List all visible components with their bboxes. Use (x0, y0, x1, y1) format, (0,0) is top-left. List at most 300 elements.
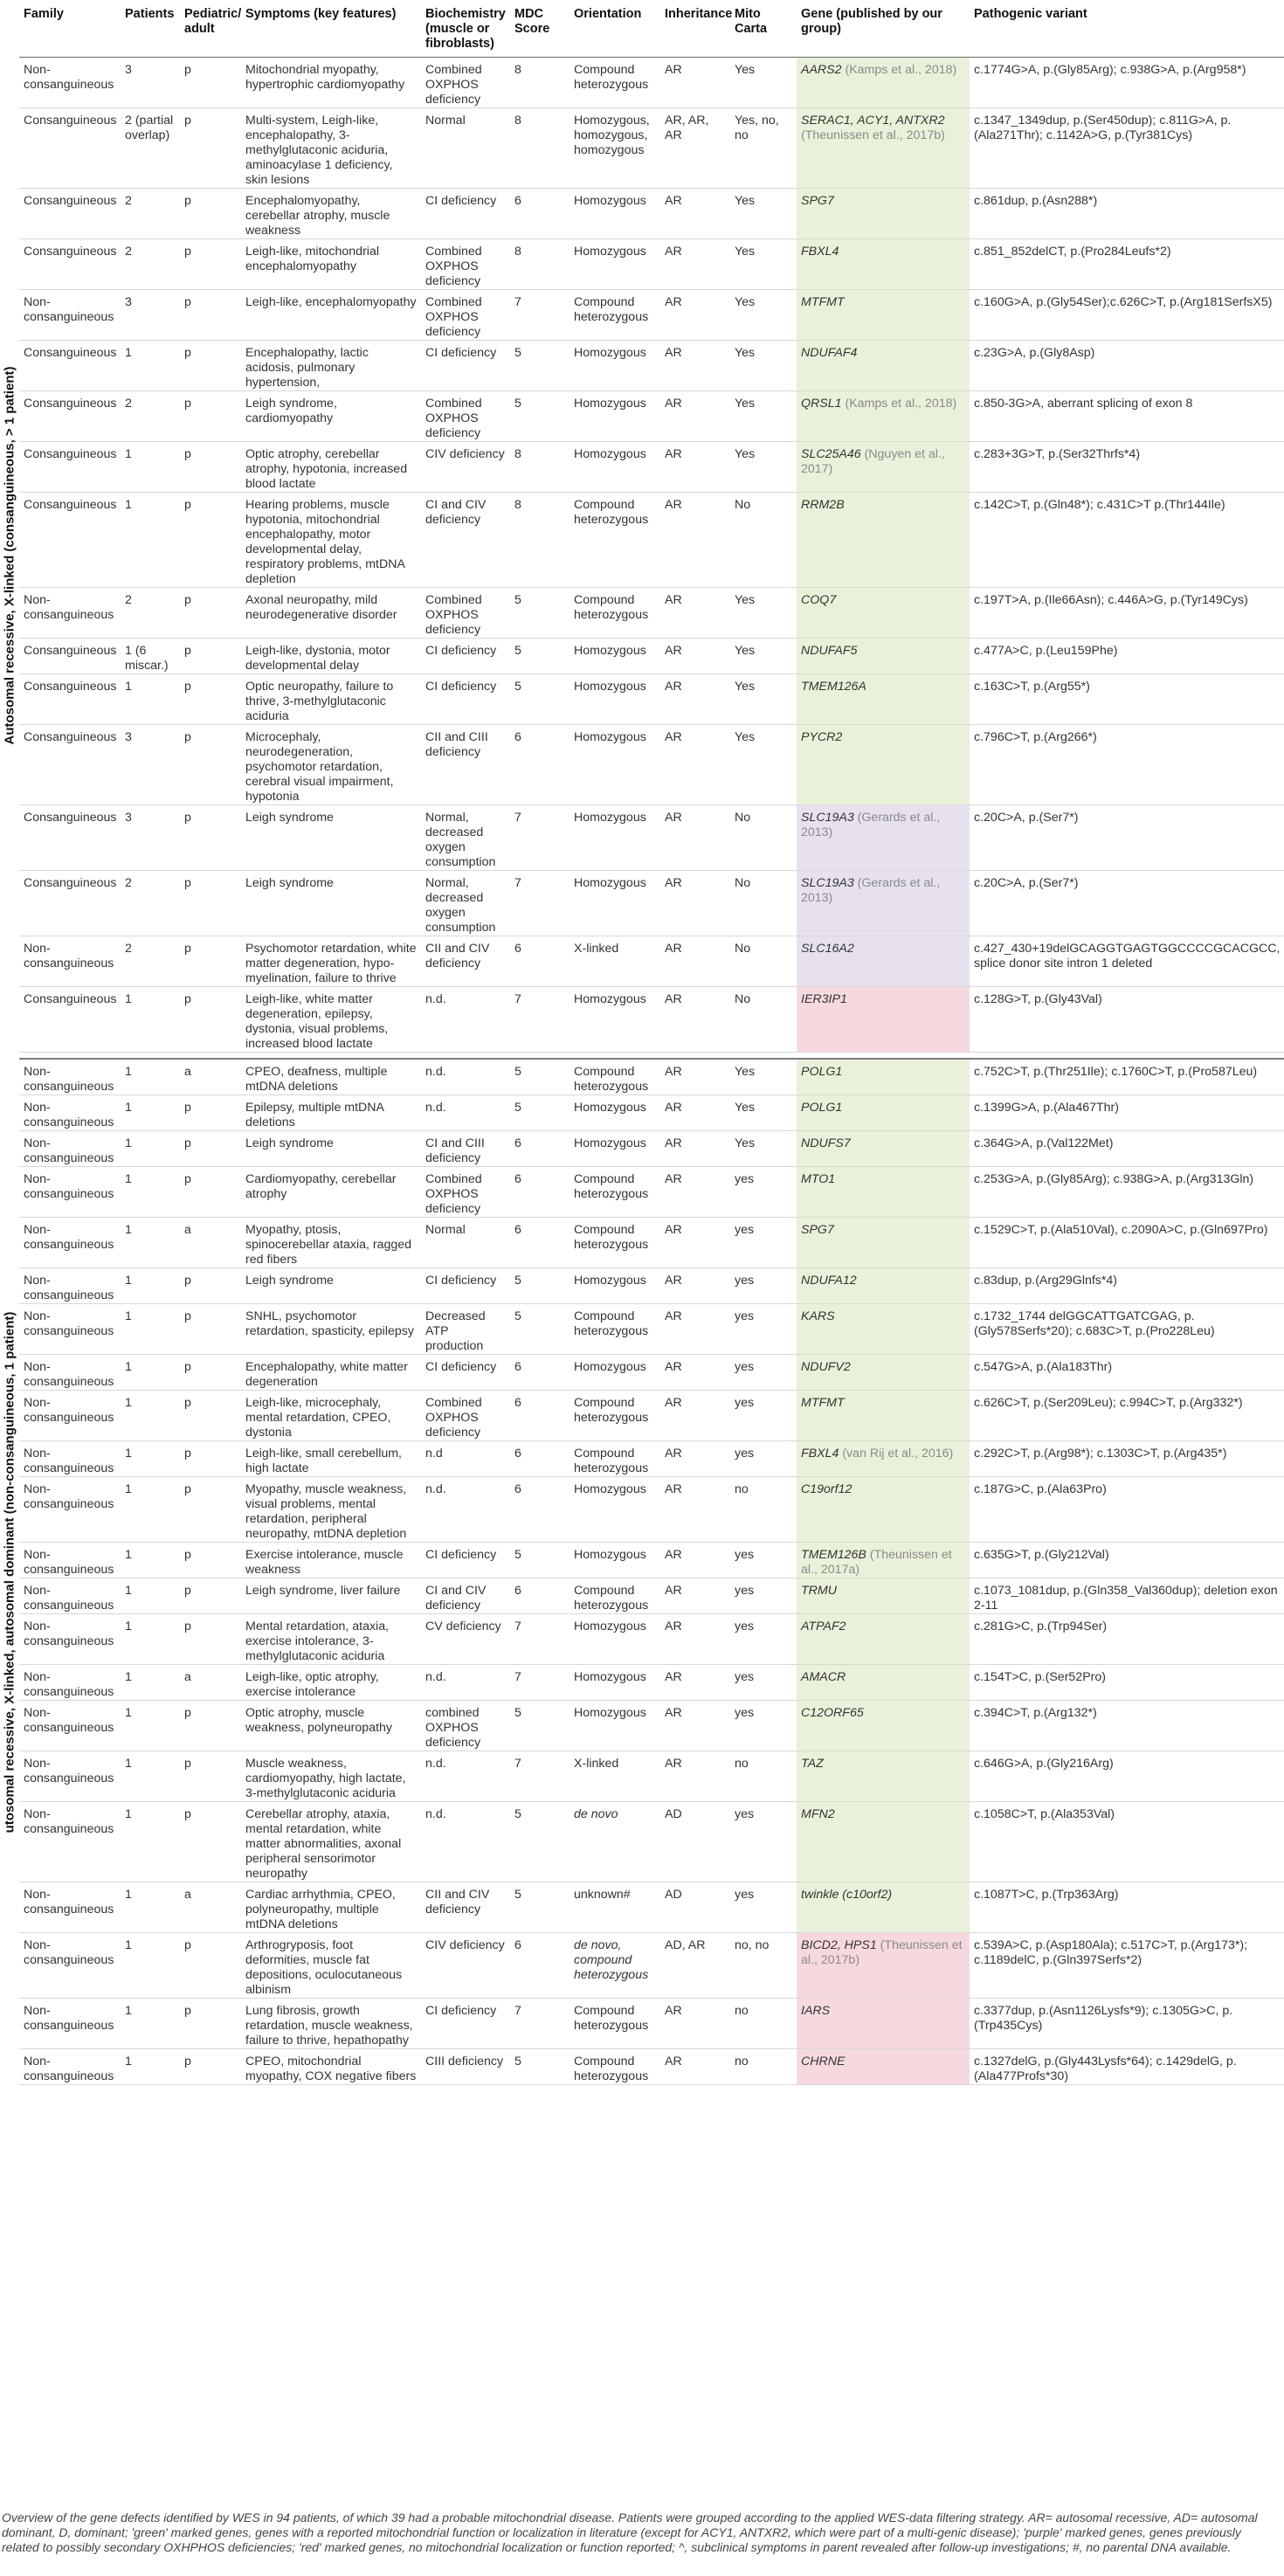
gene-cell (797, 1268, 970, 1304)
table-row (19, 1802, 1284, 1882)
gene-name: NDUFA12 (801, 1274, 857, 1288)
orientation-cell: Compound heterozygous (570, 1441, 660, 1477)
family-cell: Consanguineous (19, 987, 121, 1053)
table-row (19, 290, 1284, 341)
gene-cell (797, 871, 970, 936)
mito-carta-cell: yes (730, 1355, 797, 1391)
gene-cell (797, 1802, 970, 1882)
orientation-cell: Compound heterozygous (570, 290, 660, 341)
mito-carta-cell: Yes (730, 639, 797, 674)
family-cell: Consanguineous (19, 871, 121, 936)
gene-name: TMEM126A (801, 680, 866, 694)
table-row (19, 1355, 1284, 1391)
biochemistry-cell: n.d. (421, 987, 510, 1053)
pediatric-adult-cell: p (180, 1614, 241, 1665)
symptoms-cell: Leigh-like, microcephaly, mental retardation, CPEO, dystonia (241, 1391, 421, 1441)
family-cell: Consanguineous (19, 239, 121, 290)
biochemistry-cell: CV deficiency (421, 1614, 510, 1665)
pathogenic-variant-cell: c.861dup, p.(Asn288*) (970, 189, 1284, 239)
gene-name: AMACR (801, 1670, 846, 1684)
pathogenic-variant-cell: c.626C>T, p.(Ser209Leu); c.994C>T, p.(Arg332*) (970, 1391, 1284, 1441)
inheritance-cell: AR (660, 189, 730, 239)
pathogenic-variant-cell: c.427_430+19delGCAGGTGAGTGGCCCCGCACGCC, splice donor site intron 1 deleted (970, 936, 1284, 987)
gene-cell (797, 1543, 970, 1578)
family-cell: Non-consanguineous (19, 1882, 121, 1933)
table-row (19, 674, 1284, 725)
orientation-cell: Compound heterozygous (570, 588, 660, 639)
section-divider (19, 1053, 1284, 1060)
biochemistry-cell: CI deficiency (421, 1543, 510, 1578)
pathogenic-variant-cell: c.1347_1349dup, p.(Ser450dup); c.811G>A, p.(Ala271Thr); c.1142A>G, p.(Tyr381Cys) (970, 108, 1284, 189)
gene-name: SLC19A3 (801, 876, 854, 890)
patients-cell: 3 (121, 290, 180, 341)
mdc-score-cell: 7 (510, 1665, 570, 1701)
inheritance-cell: AR (660, 1543, 730, 1578)
orientation-cell: Compound heterozygous (570, 1218, 660, 1268)
mito-carta-cell: yes (730, 1391, 797, 1441)
pathogenic-variant-cell: c.1327delG, p.(Gly443Lysfs*64); c.1429delG, p.(Ala477Profs*30) (970, 2049, 1284, 2085)
mdc-score-cell: 7 (510, 871, 570, 936)
mdc-score-cell: 5 (510, 1268, 570, 1304)
gene-cell (797, 1477, 970, 1543)
family-cell: Non-consanguineous (19, 290, 121, 341)
pediatric-adult-cell: p (180, 1304, 241, 1355)
table-row (19, 987, 1284, 1053)
family-cell: Non-consanguineous (19, 1268, 121, 1304)
biochemistry-cell: combined OXPHOS deficiency (421, 1701, 510, 1751)
gene-name: MTFMT (801, 1396, 845, 1410)
patients-cell: 3 (121, 58, 180, 108)
biochemistry-cell: CIV deficiency (421, 442, 510, 493)
gene-citation: (Kamps et al., 2018) (841, 397, 957, 411)
gene-cell (797, 674, 970, 725)
gene-name: C19orf12 (801, 1482, 853, 1496)
symptoms-cell: Exercise intolerance, muscle weakness (241, 1543, 421, 1578)
patients-cell: 1 (121, 1304, 180, 1355)
mito-carta-cell: Yes (730, 674, 797, 725)
patients-cell: 1 (121, 1578, 180, 1614)
column-header: Biochemistry (muscle or fibroblasts) (421, 0, 510, 58)
table-row (19, 588, 1284, 639)
inheritance-cell: AR (660, 725, 730, 805)
gene-cell (797, 290, 970, 341)
gene-cell (797, 1701, 970, 1751)
symptoms-cell: Leigh syndrome, cardiomyopathy (241, 391, 421, 442)
pathogenic-variant-cell: c.1399G>A, p.(Ala467Thr) (970, 1095, 1284, 1131)
inheritance-cell: AR (660, 1999, 730, 2049)
table-row (19, 871, 1284, 936)
pediatric-adult-cell: a (180, 1665, 241, 1701)
column-header: Family (19, 0, 121, 58)
biochemistry-cell: Normal, decreased oxygen consumption (421, 805, 510, 871)
biochemistry-cell: Combined OXPHOS deficiency (421, 1167, 510, 1218)
gene-name: ATPAF2 (801, 1619, 846, 1633)
column-header: MDC Score (510, 0, 570, 58)
patients-cell: 1 (121, 2049, 180, 2085)
biochemistry-cell: n.d. (421, 1751, 510, 1802)
inheritance-cell: AR (660, 1268, 730, 1304)
family-cell: Non-consanguineous (19, 936, 121, 987)
family-cell: Consanguineous (19, 639, 121, 674)
gene-cell (797, 442, 970, 493)
biochemistry-cell: Normal (421, 1218, 510, 1268)
gene-name: CHRNE (801, 2055, 846, 2068)
pathogenic-variant-cell: c.796C>T, p.(Arg266*) (970, 725, 1284, 805)
orientation-cell: Homozygous (570, 1543, 660, 1578)
inheritance-cell: AR (660, 1477, 730, 1543)
pediatric-adult-cell: p (180, 1268, 241, 1304)
gene-cell (797, 1614, 970, 1665)
patients-cell: 3 (121, 805, 180, 871)
family-cell: Consanguineous (19, 725, 121, 805)
gene-name: FBXL4 (801, 245, 839, 259)
inheritance-cell: AR (660, 588, 730, 639)
gene-cell (797, 805, 970, 871)
orientation-cell: Compound heterozygous (570, 1999, 660, 2049)
orientation-cell: Homozygous (570, 1665, 660, 1701)
mito-carta-cell: yes (730, 1882, 797, 1933)
section-2-label: utosomal recessive, X-linked, autosomal dominant (non-consanguineous, 1 patient) (2, 1311, 17, 1833)
pathogenic-variant-cell: c.283+3G>T, p.(Ser32Thrfs*4) (970, 442, 1284, 493)
orientation-cell: de novo, compound heterozygous (570, 1933, 660, 1999)
gene-cell (797, 1751, 970, 1802)
gene-cell (797, 1999, 970, 2049)
inheritance-cell: AR (660, 442, 730, 493)
symptoms-cell: Leigh syndrome, liver failure (241, 1578, 421, 1614)
pathogenic-variant-cell: c.1073_1081dup, p.(Gln358_Val360dup); deletion exon 2-11 (970, 1578, 1284, 1614)
table-row (19, 805, 1284, 871)
symptoms-cell: Optic atrophy, cerebellar atrophy, hypotonia, increased blood lactate (241, 442, 421, 493)
family-cell: Non-consanguineous (19, 1131, 121, 1167)
mdc-score-cell: 5 (510, 588, 570, 639)
symptoms-cell: Optic atrophy, muscle weakness, polyneuropathy (241, 1701, 421, 1751)
family-cell: Non-consanguineous (19, 1665, 121, 1701)
biochemistry-cell: CI deficiency (421, 639, 510, 674)
orientation-cell: Compound heterozygous (570, 1304, 660, 1355)
biochemistry-cell: CII and CIV deficiency (421, 1882, 510, 1933)
pediatric-adult-cell: p (180, 2049, 241, 2085)
gene-citation: (Theunissen et al., 2017a) (801, 1548, 952, 1577)
symptoms-cell: Leigh-like, dystonia, motor developmental delay (241, 639, 421, 674)
orientation-cell: de novo (570, 1802, 660, 1882)
orientation-cell: Homozygous (570, 391, 660, 442)
table-footnote: Overview of the gene defects identified by WES in 94 patients, of which 39 had a probable mitochondrial disease. Patients were grouped according to the applied WES-data filtering strategy. AR= autosomal recessive, AD= autosomal dominant, D, dominant; 'green' marked genes, genes with a reported mitochondrial function or localization in literature (except for ACY1, ANTXR2, which were part of a multi-genic disease); 'purple' marked genes, genes previously related to possibly secondary OXHPHOS deficiencies; 'red' marked genes, no mitochondrial localization or function reported; ^, subclinical symptoms in parent revealed after follow-up investigations; #, no parental DNA available. (2, 2510, 1258, 2554)
family-cell: Non-consanguineous (19, 1578, 121, 1614)
symptoms-cell: Cardiomyopathy, cerebellar atrophy (241, 1167, 421, 1218)
family-cell: Non-consanguineous (19, 1933, 121, 1999)
symptoms-cell: Cardiac arrhythmia, CPEO, polyneuropathy, multiple mtDNA deletions (241, 1882, 421, 1933)
column-header: Pediatric/ adult (180, 0, 241, 58)
inheritance-cell: AR (660, 239, 730, 290)
inheritance-cell: AR (660, 290, 730, 341)
inheritance-cell: AR (660, 871, 730, 936)
inheritance-cell: AR (660, 1304, 730, 1355)
column-header: Patients (121, 0, 180, 58)
orientation-cell: unknown# (570, 1882, 660, 1933)
mito-carta-cell: Yes, no, no (730, 108, 797, 189)
family-cell: Consanguineous (19, 108, 121, 189)
symptoms-cell: Optic neuropathy, failure to thrive, 3-methylglutaconic aciduria (241, 674, 421, 725)
orientation-cell: Homozygous (570, 639, 660, 674)
family-cell: Non-consanguineous (19, 1218, 121, 1268)
patients-cell: 1 (121, 1095, 180, 1131)
inheritance-cell: AR (660, 1391, 730, 1441)
pathogenic-variant-cell: c.142C>T, p.(Gln48*); c.431C>T p.(Thr144Ile) (970, 493, 1284, 588)
mito-carta-cell: Yes (730, 442, 797, 493)
pediatric-adult-cell: p (180, 1131, 241, 1167)
patients-cell: 1 (121, 1933, 180, 1999)
gene-name: NDUFS7 (801, 1136, 851, 1150)
column-header: Pathogenic variant (970, 0, 1284, 58)
inheritance-cell: AR (660, 58, 730, 108)
patients-cell: 2 (121, 936, 180, 987)
gene-cell (797, 1304, 970, 1355)
gene-name: POLG1 (801, 1101, 843, 1115)
pathogenic-variant-cell: c.128G>T, p.(Gly43Val) (970, 987, 1284, 1053)
symptoms-cell: CPEO, deafness, multiple mtDNA deletions (241, 1059, 421, 1095)
mdc-score-cell: 6 (510, 1218, 570, 1268)
patients-cell: 1 (121, 1665, 180, 1701)
table-row (19, 1999, 1284, 2049)
symptoms-cell: CPEO, mitochondrial myopathy, COX negative fibers (241, 2049, 421, 2085)
family-cell: Non-consanguineous (19, 1614, 121, 1665)
patients-cell: 1 (121, 674, 180, 725)
mito-carta-cell: Yes (730, 725, 797, 805)
mdc-score-cell: 7 (510, 1751, 570, 1802)
family-cell: Non-consanguineous (19, 1701, 121, 1751)
symptoms-cell: Myopathy, muscle weakness, visual problems, mental retardation, peripheral neuropathy, mtDNA depletion (241, 1477, 421, 1543)
gene-citation: (van Rij et al., 2016) (839, 1447, 954, 1461)
pediatric-adult-cell: p (180, 290, 241, 341)
orientation-cell: Homozygous (570, 1131, 660, 1167)
biochemistry-cell: Combined OXPHOS deficiency (421, 588, 510, 639)
inheritance-cell: AD (660, 1802, 730, 1882)
patients-cell: 3 (121, 725, 180, 805)
biochemistry-cell: CI deficiency (421, 1355, 510, 1391)
pathogenic-variant-cell: c.281G>C, p.(Trp94Ser) (970, 1614, 1284, 1665)
pathogenic-variant-cell: c.154T>C, p.(Ser52Pro) (970, 1665, 1284, 1701)
family-cell: Consanguineous (19, 391, 121, 442)
patients-cell: 1 (6 miscar.) (121, 639, 180, 674)
patients-cell: 2 (121, 871, 180, 936)
family-cell: Non-consanguineous (19, 1802, 121, 1882)
table-row (19, 1543, 1284, 1578)
orientation-cell: Homozygous (570, 189, 660, 239)
gene-name: SERAC1, ACY1, ANTXR2 (801, 114, 945, 128)
symptoms-cell: Leigh syndrome (241, 1131, 421, 1167)
patients-cell: 1 (121, 1059, 180, 1095)
table-row (19, 1059, 1284, 1095)
patients-cell: 2 (partial overlap) (121, 108, 180, 189)
pathogenic-variant-cell: c.1732_1744 delGGCATTGATCGAG, p.(Gly578Serfs*20); c.683C>T, p.(Pro228Leu) (970, 1304, 1284, 1355)
inheritance-cell: AR (660, 341, 730, 391)
gene-cell (797, 725, 970, 805)
mito-carta-cell: Yes (730, 1131, 797, 1167)
mdc-score-cell: 6 (510, 725, 570, 805)
family-cell: Consanguineous (19, 442, 121, 493)
gene-cell (797, 108, 970, 189)
column-header: Gene (published by our group) (797, 0, 970, 58)
pediatric-adult-cell: p (180, 987, 241, 1053)
biochemistry-cell: CI deficiency (421, 189, 510, 239)
orientation-cell: Homozygous (570, 725, 660, 805)
mdc-score-cell: 7 (510, 290, 570, 341)
gene-defects-table (19, 0, 1284, 2085)
gene-name: POLG1 (801, 1065, 843, 1079)
mito-carta-cell: no (730, 1999, 797, 2049)
mdc-score-cell: 5 (510, 1882, 570, 1933)
mdc-score-cell: 8 (510, 108, 570, 189)
biochemistry-cell: CI deficiency (421, 1268, 510, 1304)
pathogenic-variant-cell: c.1058C>T, p.(Ala353Val) (970, 1802, 1284, 1882)
pathogenic-variant-cell: c.163C>T, p.(Arg55*) (970, 674, 1284, 725)
pediatric-adult-cell: p (180, 805, 241, 871)
pathogenic-variant-cell: c.752C>T, p.(Thr251Ile); c.1760C>T, p.(Pro587Leu) (970, 1059, 1284, 1095)
biochemistry-cell: CI deficiency (421, 341, 510, 391)
symptoms-cell: Muscle weakness, cardiomyopathy, high lactate, 3-methylglutaconic aciduria (241, 1751, 421, 1802)
mdc-score-cell: 8 (510, 58, 570, 108)
pathogenic-variant-cell: c.394C>T, p.(Arg132*) (970, 1701, 1284, 1751)
patients-cell: 1 (121, 341, 180, 391)
column-header: Symptoms (key features) (241, 0, 421, 58)
symptoms-cell: Cerebellar atrophy, ataxia, mental retardation, white matter abnormalities, axonal peripheral sensorimotor neuropathy (241, 1802, 421, 1882)
gene-citation: (Kamps et al., 2018) (841, 63, 957, 77)
gene-cell (797, 341, 970, 391)
inheritance-cell: AR (660, 1578, 730, 1614)
mito-carta-cell: Yes (730, 1059, 797, 1095)
gene-name: TMEM126B (801, 1548, 866, 1562)
pediatric-adult-cell: p (180, 239, 241, 290)
biochemistry-cell: CI deficiency (421, 1999, 510, 2049)
gene-citation: (Gerards et al., 2013) (801, 811, 941, 839)
pediatric-adult-cell: p (180, 391, 241, 442)
gene-name: RRM2B (801, 498, 845, 512)
table-row (19, 1131, 1284, 1167)
mito-carta-cell: no, no (730, 1933, 797, 1999)
gene-cell (797, 493, 970, 588)
biochemistry-cell: Combined OXPHOS deficiency (421, 239, 510, 290)
mdc-score-cell: 5 (510, 1059, 570, 1095)
family-cell: Non-consanguineous (19, 1095, 121, 1131)
symptoms-cell: Leigh syndrome (241, 1268, 421, 1304)
biochemistry-cell: Decreased ATP production (421, 1304, 510, 1355)
inheritance-cell: AR (660, 1441, 730, 1477)
patients-cell: 1 (121, 442, 180, 493)
gene-cell (797, 2049, 970, 2085)
gene-name: twinkle (c10orf2) (801, 1888, 893, 1902)
biochemistry-cell: Combined OXPHOS deficiency (421, 290, 510, 341)
gene-name: PYCR2 (801, 730, 843, 744)
gene-cell (797, 1933, 970, 1999)
table-header-row (19, 0, 1284, 58)
patients-cell: 1 (121, 1701, 180, 1751)
column-header: Mito Carta (730, 0, 797, 58)
family-cell: Non-consanguineous (19, 1059, 121, 1095)
mdc-score-cell: 6 (510, 1355, 570, 1391)
section-1-label: Autosomal recessive, X-linked (consanguineous, > 1 patient) (2, 365, 17, 745)
orientation-cell: Homozygous (570, 1701, 660, 1751)
biochemistry-cell: Combined OXPHOS deficiency (421, 391, 510, 442)
pediatric-adult-cell: p (180, 58, 241, 108)
mito-carta-cell: Yes (730, 1095, 797, 1131)
gene-name: MFN2 (801, 1807, 835, 1821)
pathogenic-variant-cell: c.292C>T, p.(Arg98*); c.1303C>T, p.(Arg435*) (970, 1441, 1284, 1477)
inheritance-cell: AR (660, 674, 730, 725)
pediatric-adult-cell: p (180, 442, 241, 493)
patients-cell: 1 (121, 1802, 180, 1882)
patients-cell: 1 (121, 1999, 180, 2049)
table-row (19, 1304, 1284, 1355)
gene-cell (797, 936, 970, 987)
inheritance-cell: AR (660, 1095, 730, 1131)
pathogenic-variant-cell: c.547G>A, p.(Ala183Thr) (970, 1355, 1284, 1391)
biochemistry-cell: n.d. (421, 1059, 510, 1095)
symptoms-cell: Myopathy, ptosis, spinocerebellar ataxia, ragged red fibers (241, 1218, 421, 1268)
inheritance-cell: AR (660, 1614, 730, 1665)
table-row (19, 1578, 1284, 1614)
gene-cell (797, 189, 970, 239)
mito-carta-cell: yes (730, 1167, 797, 1218)
pediatric-adult-cell: p (180, 1095, 241, 1131)
biochemistry-cell: CI and CIV deficiency (421, 1578, 510, 1614)
family-cell: Non-consanguineous (19, 2049, 121, 2085)
orientation-cell: Compound heterozygous (570, 58, 660, 108)
pathogenic-variant-cell: c.197T>A, p.(Ile66Asn); c.446A>G, p.(Tyr149Cys) (970, 588, 1284, 639)
mdc-score-cell: 6 (510, 1391, 570, 1441)
mdc-score-cell: 5 (510, 1802, 570, 1882)
pediatric-adult-cell: p (180, 1933, 241, 1999)
symptoms-cell: Mitochondrial myopathy, hypertrophic cardiomyopathy (241, 58, 421, 108)
family-cell: Non-consanguineous (19, 58, 121, 108)
mdc-score-cell: 5 (510, 1095, 570, 1131)
orientation-cell: Homozygous (570, 341, 660, 391)
symptoms-cell: Leigh-like, white matter degeneration, epilepsy, dystonia, visual problems, increased blood lactate (241, 987, 421, 1053)
gene-name: KARS (801, 1309, 835, 1323)
mito-carta-cell: Yes (730, 239, 797, 290)
symptoms-cell: Encephalopathy, lactic acidosis, pulmonary hypertension, (241, 341, 421, 391)
pathogenic-variant-cell: c.850-3G>A, aberrant splicing of exon 8 (970, 391, 1284, 442)
inheritance-cell: AR, AR, AR (660, 108, 730, 189)
orientation-cell: Compound heterozygous (570, 2049, 660, 2085)
biochemistry-cell: CII and CIII deficiency (421, 725, 510, 805)
gene-cell (797, 1218, 970, 1268)
mito-carta-cell: Yes (730, 341, 797, 391)
pediatric-adult-cell: p (180, 493, 241, 588)
inheritance-cell: AD (660, 1882, 730, 1933)
biochemistry-cell: Normal (421, 108, 510, 189)
mdc-score-cell: 8 (510, 442, 570, 493)
pathogenic-variant-cell: c.646G>A, p.(Gly216Arg) (970, 1751, 1284, 1802)
pediatric-adult-cell: p (180, 1167, 241, 1218)
inheritance-cell: AR (660, 936, 730, 987)
orientation-cell: Homozygous (570, 1477, 660, 1543)
inheritance-cell: AR (660, 1167, 730, 1218)
pathogenic-variant-cell: c.20C>A, p.(Ser7*) (970, 871, 1284, 936)
patients-cell: 1 (121, 1751, 180, 1802)
mito-carta-cell: Yes (730, 290, 797, 341)
gene-cell (797, 639, 970, 674)
orientation-cell: X-linked (570, 1751, 660, 1802)
inheritance-cell: AR (660, 1665, 730, 1701)
pathogenic-variant-cell: c.1087T>C, p.(Trp363Arg) (970, 1882, 1284, 1933)
mdc-score-cell: 6 (510, 1933, 570, 1999)
orientation-cell: Compound heterozygous (570, 1167, 660, 1218)
pediatric-adult-cell: a (180, 1218, 241, 1268)
symptoms-cell: Encephalopathy, white matter degeneration (241, 1355, 421, 1391)
table-row (19, 108, 1284, 189)
mdc-score-cell: 5 (510, 674, 570, 725)
pediatric-adult-cell: p (180, 725, 241, 805)
